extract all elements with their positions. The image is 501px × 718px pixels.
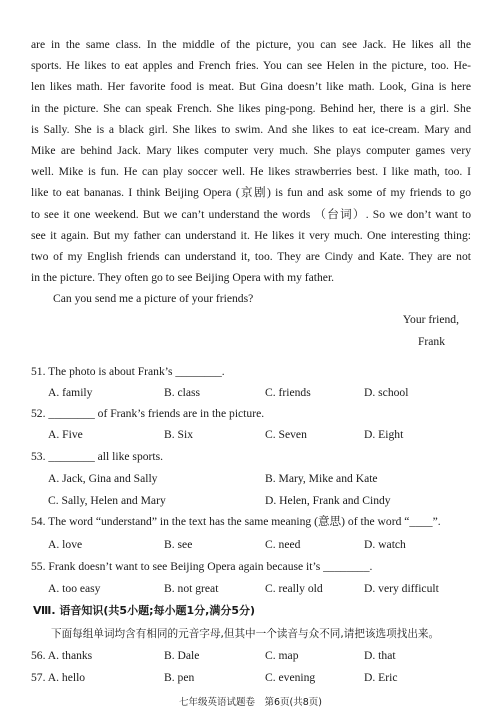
option: C. Seven [265, 428, 307, 441]
passage-line: well. Mike is fun. He can play soccer well. He likes strawberries best. I like math, too. I [31, 165, 471, 179]
question-stem: 55. Frank doesn’t want to see Beijing Opera again because it’s ________. [31, 560, 373, 573]
passage-line: Mike are behind Jack. Mary likes computer very much. She plays computer games very [31, 143, 471, 157]
question-options [48, 469, 468, 489]
passage-line: in the picture. She can speak French. She likes ping-pong. Behind her, there is a girl. She [31, 101, 471, 115]
question-stem: 51. The photo is about Frank’s ________. [31, 365, 225, 378]
question-options [48, 535, 468, 555]
passage-line: len likes math. Her favorite food is meat. But Gina doesn’t like math. Look, Gina is here [31, 80, 471, 94]
option: B. Mary, Mike and Kate [265, 472, 378, 485]
passage-line: see it again. But my father can understand it. He likes it very much. One interesting thing: [31, 228, 471, 242]
signoff: Your friend, [402, 313, 459, 327]
passage-line: in the picture. They often go to see Beijing Opera with my father. [31, 271, 335, 285]
option: D. very difficult [364, 582, 439, 595]
signature: Frank [417, 334, 445, 348]
option: C. friends [265, 386, 311, 399]
passage-line: like to eat bananas. I think Beijing Opera (京剧) is fun and ask some of my friends to go [31, 186, 471, 200]
option: D. that [364, 649, 396, 662]
closing-question: Can you send me a picture of your friends? [53, 292, 254, 306]
option: C. evening [265, 671, 316, 684]
option: B. not great [164, 582, 219, 595]
question-options [48, 383, 468, 403]
question-options [48, 491, 468, 511]
option: A. Jack, Gina and Sally [48, 472, 158, 485]
phonics-question [31, 646, 451, 666]
question-options [48, 425, 468, 445]
option: C. Sally, Helen and Mary [48, 494, 166, 507]
option: C. really old [265, 582, 323, 595]
option: B. see [164, 538, 193, 551]
passage-line: two of my English friends can understand it, too. They are Cindy and Kate. They are not [31, 249, 471, 263]
section-heading: Ⅷ. 语音知识(共5小题;每小题1分,满分5分) [33, 604, 255, 617]
passage-line: are in the same class. In the middle of the picture, you can see Jack. He likes all the [31, 38, 471, 51]
question-options [48, 579, 468, 599]
option: B. class [164, 386, 201, 399]
option: 57. A. hello [31, 671, 86, 684]
option: D. Helen, Frank and Cindy [265, 494, 391, 507]
passage-line: is Sally. She is a black girl. She likes to swim. And she likes to eat ice-cream. Mary and [31, 122, 471, 136]
question-stem: 52. ________ of Frank’s friends are in the picture. [31, 407, 265, 420]
option: 56. A. thanks [31, 649, 93, 662]
option: B. pen [164, 671, 195, 684]
passage-line: sports. He likes to eat apples and French fries. You can see Helen in the picture, too. He- [31, 59, 471, 73]
option: D. Eric [364, 671, 398, 684]
question-stem: 53. ________ all like sports. [31, 450, 164, 463]
passage-line: to see it one weekend. But we can’t understand the words （台词）. So we don’t want to [31, 207, 471, 221]
option: D. Eight [364, 428, 404, 441]
option: D. watch [364, 538, 406, 551]
option: A. family [48, 386, 93, 399]
option: C. need [265, 538, 301, 551]
option: D. school [364, 386, 409, 399]
section-instruction: 下面每组单词均含有相同的元音字母,但其中一个读音与众不同,请把该选项找出来。 [51, 628, 440, 640]
option: A. love [48, 538, 83, 551]
option: A. Five [48, 428, 83, 441]
option: B. Dale [164, 649, 200, 662]
phonics-question [31, 668, 451, 688]
question-stem: 54. The word “understand” in the text has the same meaning (意思) of the word “____”. [31, 515, 441, 528]
reading-passage [31, 34, 471, 352]
option: B. Six [164, 428, 193, 441]
option: C. map [265, 649, 299, 662]
option: A. too easy [48, 582, 101, 595]
page-footer: 七年级英语试题卷 第6页(共8页) [178, 697, 322, 708]
